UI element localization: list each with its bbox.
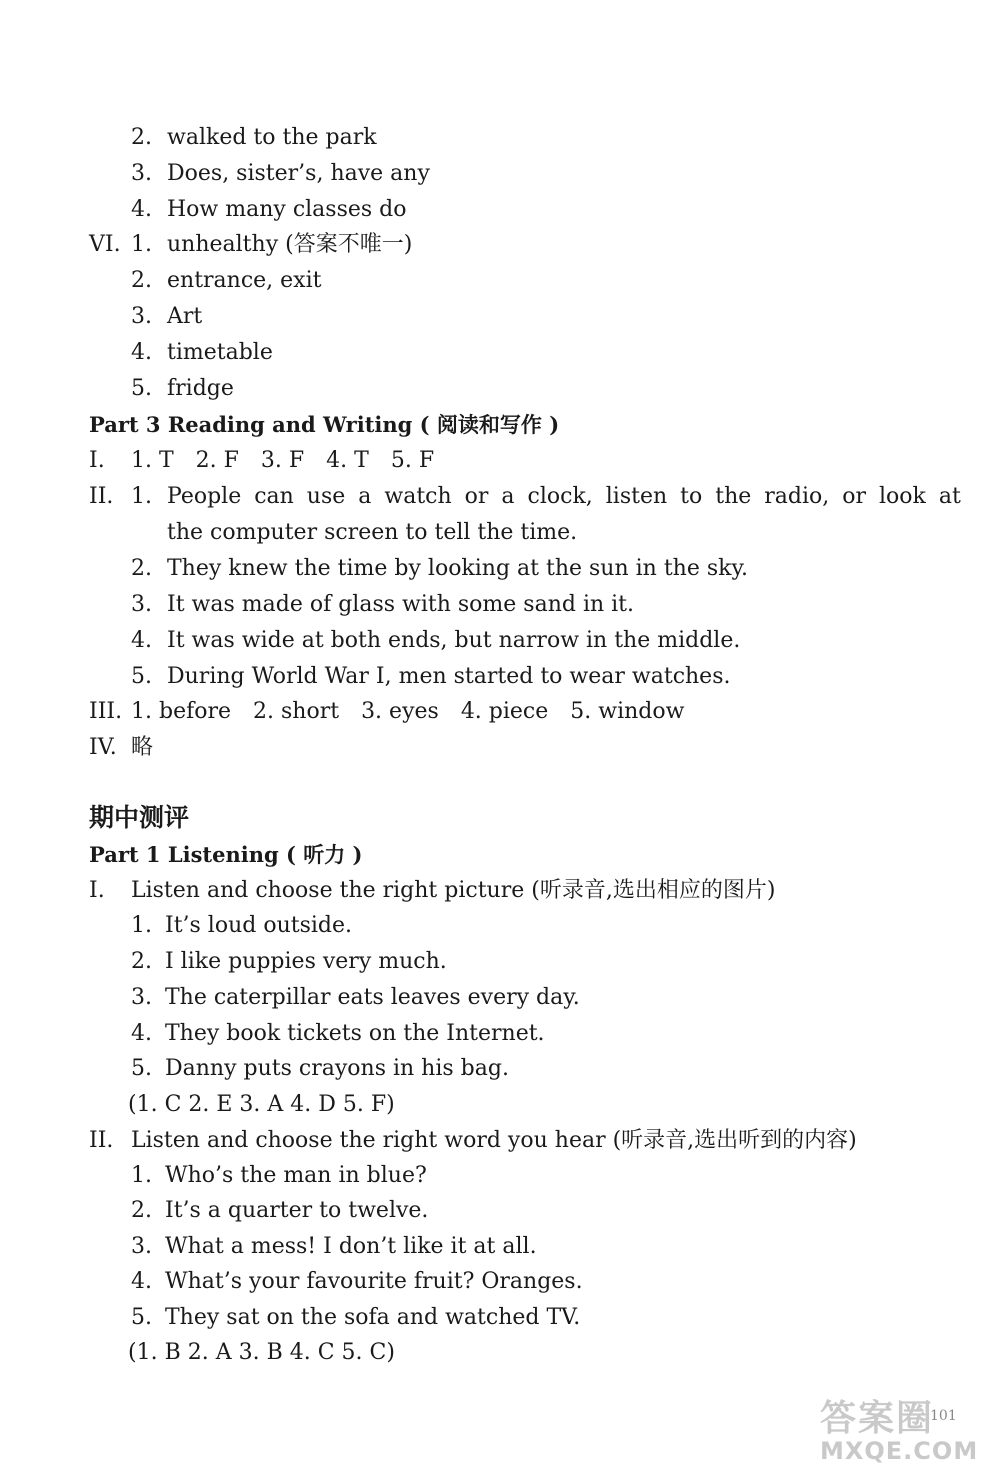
answer-line: It was made of glass with some sand in it. bbox=[167, 592, 635, 617]
answer-line-continued: the computer screen to tell the time. bbox=[167, 520, 578, 545]
script-line: I like puppies very much. bbox=[165, 949, 447, 974]
item-number: 3. bbox=[131, 592, 152, 617]
item-number: 4. bbox=[131, 1021, 152, 1046]
script-line: What’s your favourite fruit? Oranges. bbox=[165, 1269, 583, 1294]
item-number: 3. bbox=[131, 304, 152, 329]
answer-row bbox=[131, 446, 456, 476]
item-number: 4. bbox=[131, 340, 152, 365]
part3-title: Part 3 Reading and Writing ( 阅读和写作 ) bbox=[89, 412, 560, 437]
answer: 1. before bbox=[131, 699, 232, 724]
page-number: 101 bbox=[930, 1408, 957, 1424]
item-number: 4. bbox=[131, 197, 152, 222]
item-number: 2. bbox=[131, 125, 152, 150]
item-number: 2. bbox=[131, 949, 152, 974]
item-number: 3. bbox=[131, 1234, 152, 1259]
item-number: 1. bbox=[131, 1163, 152, 1188]
answer-line: How many classes do bbox=[167, 197, 407, 222]
item-number: 5. bbox=[131, 1305, 152, 1330]
answer-line: They knew the time by looking at the sun in the sky. bbox=[167, 556, 748, 581]
section-label-i: I. bbox=[89, 448, 105, 473]
item-number: 1. bbox=[131, 232, 152, 257]
script-line: Danny puts crayons in his bag. bbox=[165, 1056, 509, 1081]
answer-line: Does, sister’s, have any bbox=[167, 161, 430, 186]
script-line: Who’s the man in blue? bbox=[165, 1163, 427, 1188]
section-label-vi: VI. bbox=[89, 232, 121, 257]
script-line: They book tickets on the Internet. bbox=[165, 1021, 545, 1046]
answer: 5. window bbox=[570, 699, 685, 724]
section-label-iv: IV. bbox=[89, 735, 117, 760]
midterm-heading: 期中测评 bbox=[89, 803, 190, 832]
watermark-url: MXQE.COM bbox=[820, 1437, 979, 1465]
item-number: 2. bbox=[131, 1198, 152, 1223]
answer-line: unhealthy (答案不唯一) bbox=[167, 232, 413, 257]
item-number: 3. bbox=[131, 161, 152, 186]
answer-line: fridge bbox=[167, 376, 234, 401]
script-line: It’s a quarter to twelve. bbox=[165, 1198, 429, 1223]
script-line: What a mess! I don’t like it at all. bbox=[165, 1234, 537, 1259]
answer-line: walked to the park bbox=[167, 125, 377, 150]
answer-line: It was wide at both ends, but narrow in the middle. bbox=[167, 628, 741, 653]
answer-row bbox=[131, 697, 706, 727]
answer-line: timetable bbox=[167, 340, 273, 365]
answer: 3. F bbox=[260, 448, 305, 473]
answer-line: People can use a watch or a clock, listen to the radio, or look at bbox=[167, 484, 961, 509]
answer-line: 略 bbox=[131, 735, 154, 760]
answer: 5. F bbox=[390, 448, 435, 473]
script-line: It’s loud outside. bbox=[165, 913, 353, 938]
answer: 2. short bbox=[253, 699, 340, 724]
item-number: 2. bbox=[131, 268, 152, 293]
section-label-ii: II. bbox=[89, 484, 114, 509]
item-number: 1. bbox=[131, 913, 152, 938]
item-number: 5. bbox=[131, 376, 152, 401]
answer-line: During World War I, men started to wear watches. bbox=[167, 664, 731, 689]
item-number: 5. bbox=[131, 1056, 152, 1081]
section-label-i: I. bbox=[89, 878, 105, 903]
answer-line: entrance, exit bbox=[167, 268, 322, 293]
answer: 2. F bbox=[195, 448, 239, 473]
item-number: 2. bbox=[131, 556, 152, 581]
item-number: 4. bbox=[131, 628, 152, 653]
answer: 1. T bbox=[131, 448, 174, 473]
item-number: 3. bbox=[131, 985, 152, 1010]
section-label-ii: II. bbox=[89, 1128, 114, 1153]
script-line: The caterpillar eats leaves every day. bbox=[165, 985, 580, 1010]
answer: 4. T bbox=[326, 448, 369, 473]
watermark-text: 答案圈 bbox=[820, 1398, 935, 1439]
answer-line: Art bbox=[167, 304, 203, 329]
instruction: Listen and choose the right picture (听录音,选出相应的图片) bbox=[131, 878, 776, 903]
answer-key: (1. B 2. A 3. B 4. C 5. C) bbox=[128, 1340, 395, 1365]
script-line: They sat on the sofa and watched TV. bbox=[165, 1305, 581, 1330]
watermark-logo bbox=[820, 1390, 990, 1470]
section-label-iii: III. bbox=[89, 699, 123, 724]
answer: 4. piece bbox=[460, 699, 549, 724]
instruction: Listen and choose the right word you hear (听录音,选出听到的内容) bbox=[131, 1128, 857, 1153]
item-number: 1. bbox=[131, 484, 152, 509]
item-number: 5. bbox=[131, 664, 152, 689]
part1-title: Part 1 Listening ( 听力 ) bbox=[89, 842, 363, 867]
answer: 3. eyes bbox=[361, 699, 439, 724]
answer-key: (1. C 2. E 3. A 4. D 5. F) bbox=[128, 1092, 395, 1117]
item-number: 4. bbox=[131, 1269, 152, 1294]
